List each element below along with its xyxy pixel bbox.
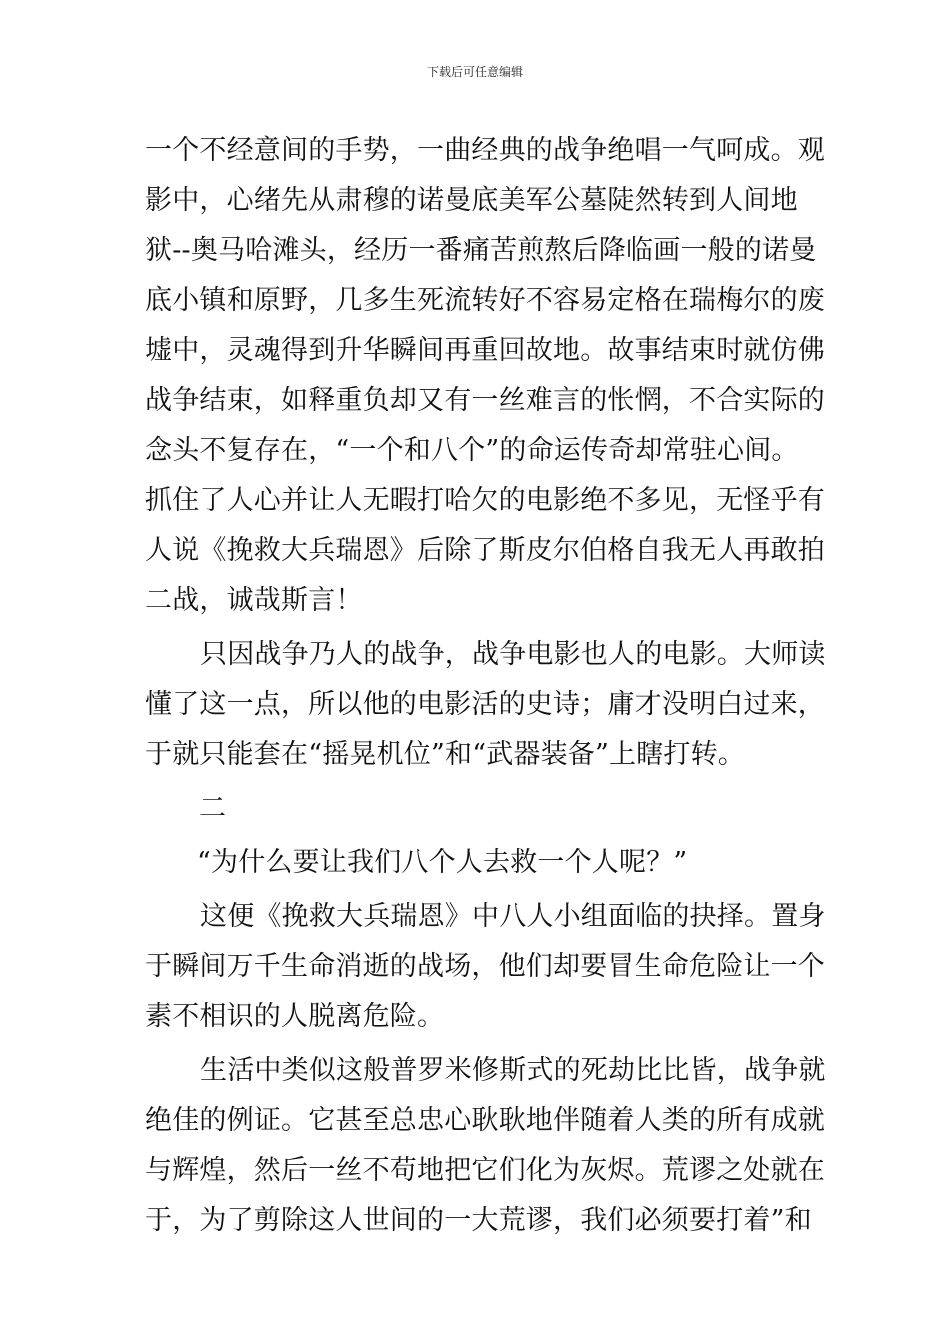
section-heading xyxy=(145,784,807,834)
section-number: 二 xyxy=(199,793,227,824)
text-line: 于就只能套在“摇晃机位”和“武器装备”上瞎打转。 xyxy=(145,739,746,770)
text-line: 底小镇和原野，几多生死流转好不容易定格在瑞梅尔的废 xyxy=(145,285,825,316)
text-line: 狱--奥马哈滩头，经历一番痛苦煎熬后降临画一般的诺曼 xyxy=(145,235,817,266)
text-line: 一个不经意间的手势，一曲经典的战争绝唱一气呵成。观 xyxy=(145,135,825,166)
text-line: 懂了这一点，所以他的电影活的史诗；庸才没明白过来， xyxy=(145,689,825,720)
quote-line: “为什么要让我们八个人去救一个人呢？” xyxy=(197,847,688,878)
text-line: 二战，诚哉斯言！ xyxy=(145,585,363,616)
text-line: 绝佳的例证。它甚至总忠心耿耿地伴随着人类的所有成就 xyxy=(145,1105,825,1136)
quote-paragraph xyxy=(145,838,807,888)
text-line: 人说《挽救大兵瑞恩》后除了斯皮尔伯格自我无人再敢拍 xyxy=(145,535,825,566)
text-line: 只因战争乃人的战争，战争电影也人的电影。大师读 xyxy=(200,639,826,670)
text-line: 素不相识的人脱离危险。 xyxy=(145,1001,445,1032)
paragraph-2 xyxy=(145,630,826,780)
text-line: 念头不复存在，“一个和八个”的命运传奇却常驻心间。 xyxy=(145,435,799,466)
text-line: 这便《挽救大兵瑞恩》中八人小组面临的抉择。置身 xyxy=(200,901,826,932)
text-line: 墟中，灵魂得到升华瞬间再重回故地。故事结束时就仿佛 xyxy=(145,335,825,366)
paragraph-1 xyxy=(145,126,825,626)
document-body xyxy=(145,126,826,1246)
text-line: 影中，心绪先从肃穆的诺曼底美军公墓陡然转到人间地 xyxy=(145,185,798,216)
text-line: 于，为了剪除这人世间的一大荒谬，我们必须要打着”和 xyxy=(145,1205,812,1236)
text-line: 生活中类似这般普罗米修斯式的死劫比比皆，战争就 xyxy=(200,1055,826,1086)
text-line: 于瞬间万千生命消逝的战场，他们却要冒生命危险让一个 xyxy=(145,951,825,982)
paragraph-3 xyxy=(145,892,826,1042)
text-line: 战争结束，如释重负却又有一丝难言的怅惘，不合实际的 xyxy=(145,385,825,416)
page-header: 下载后可任意编辑 xyxy=(426,65,523,79)
paragraph-4 xyxy=(145,1046,826,1246)
text-line: 与辉煌，然后一丝不苟地把它们化为灰烬。荒谬之处就在 xyxy=(145,1155,825,1186)
text-line: 抓住了人心并让人无暇打哈欠的电影绝不多见，无怪乎有 xyxy=(145,485,825,516)
